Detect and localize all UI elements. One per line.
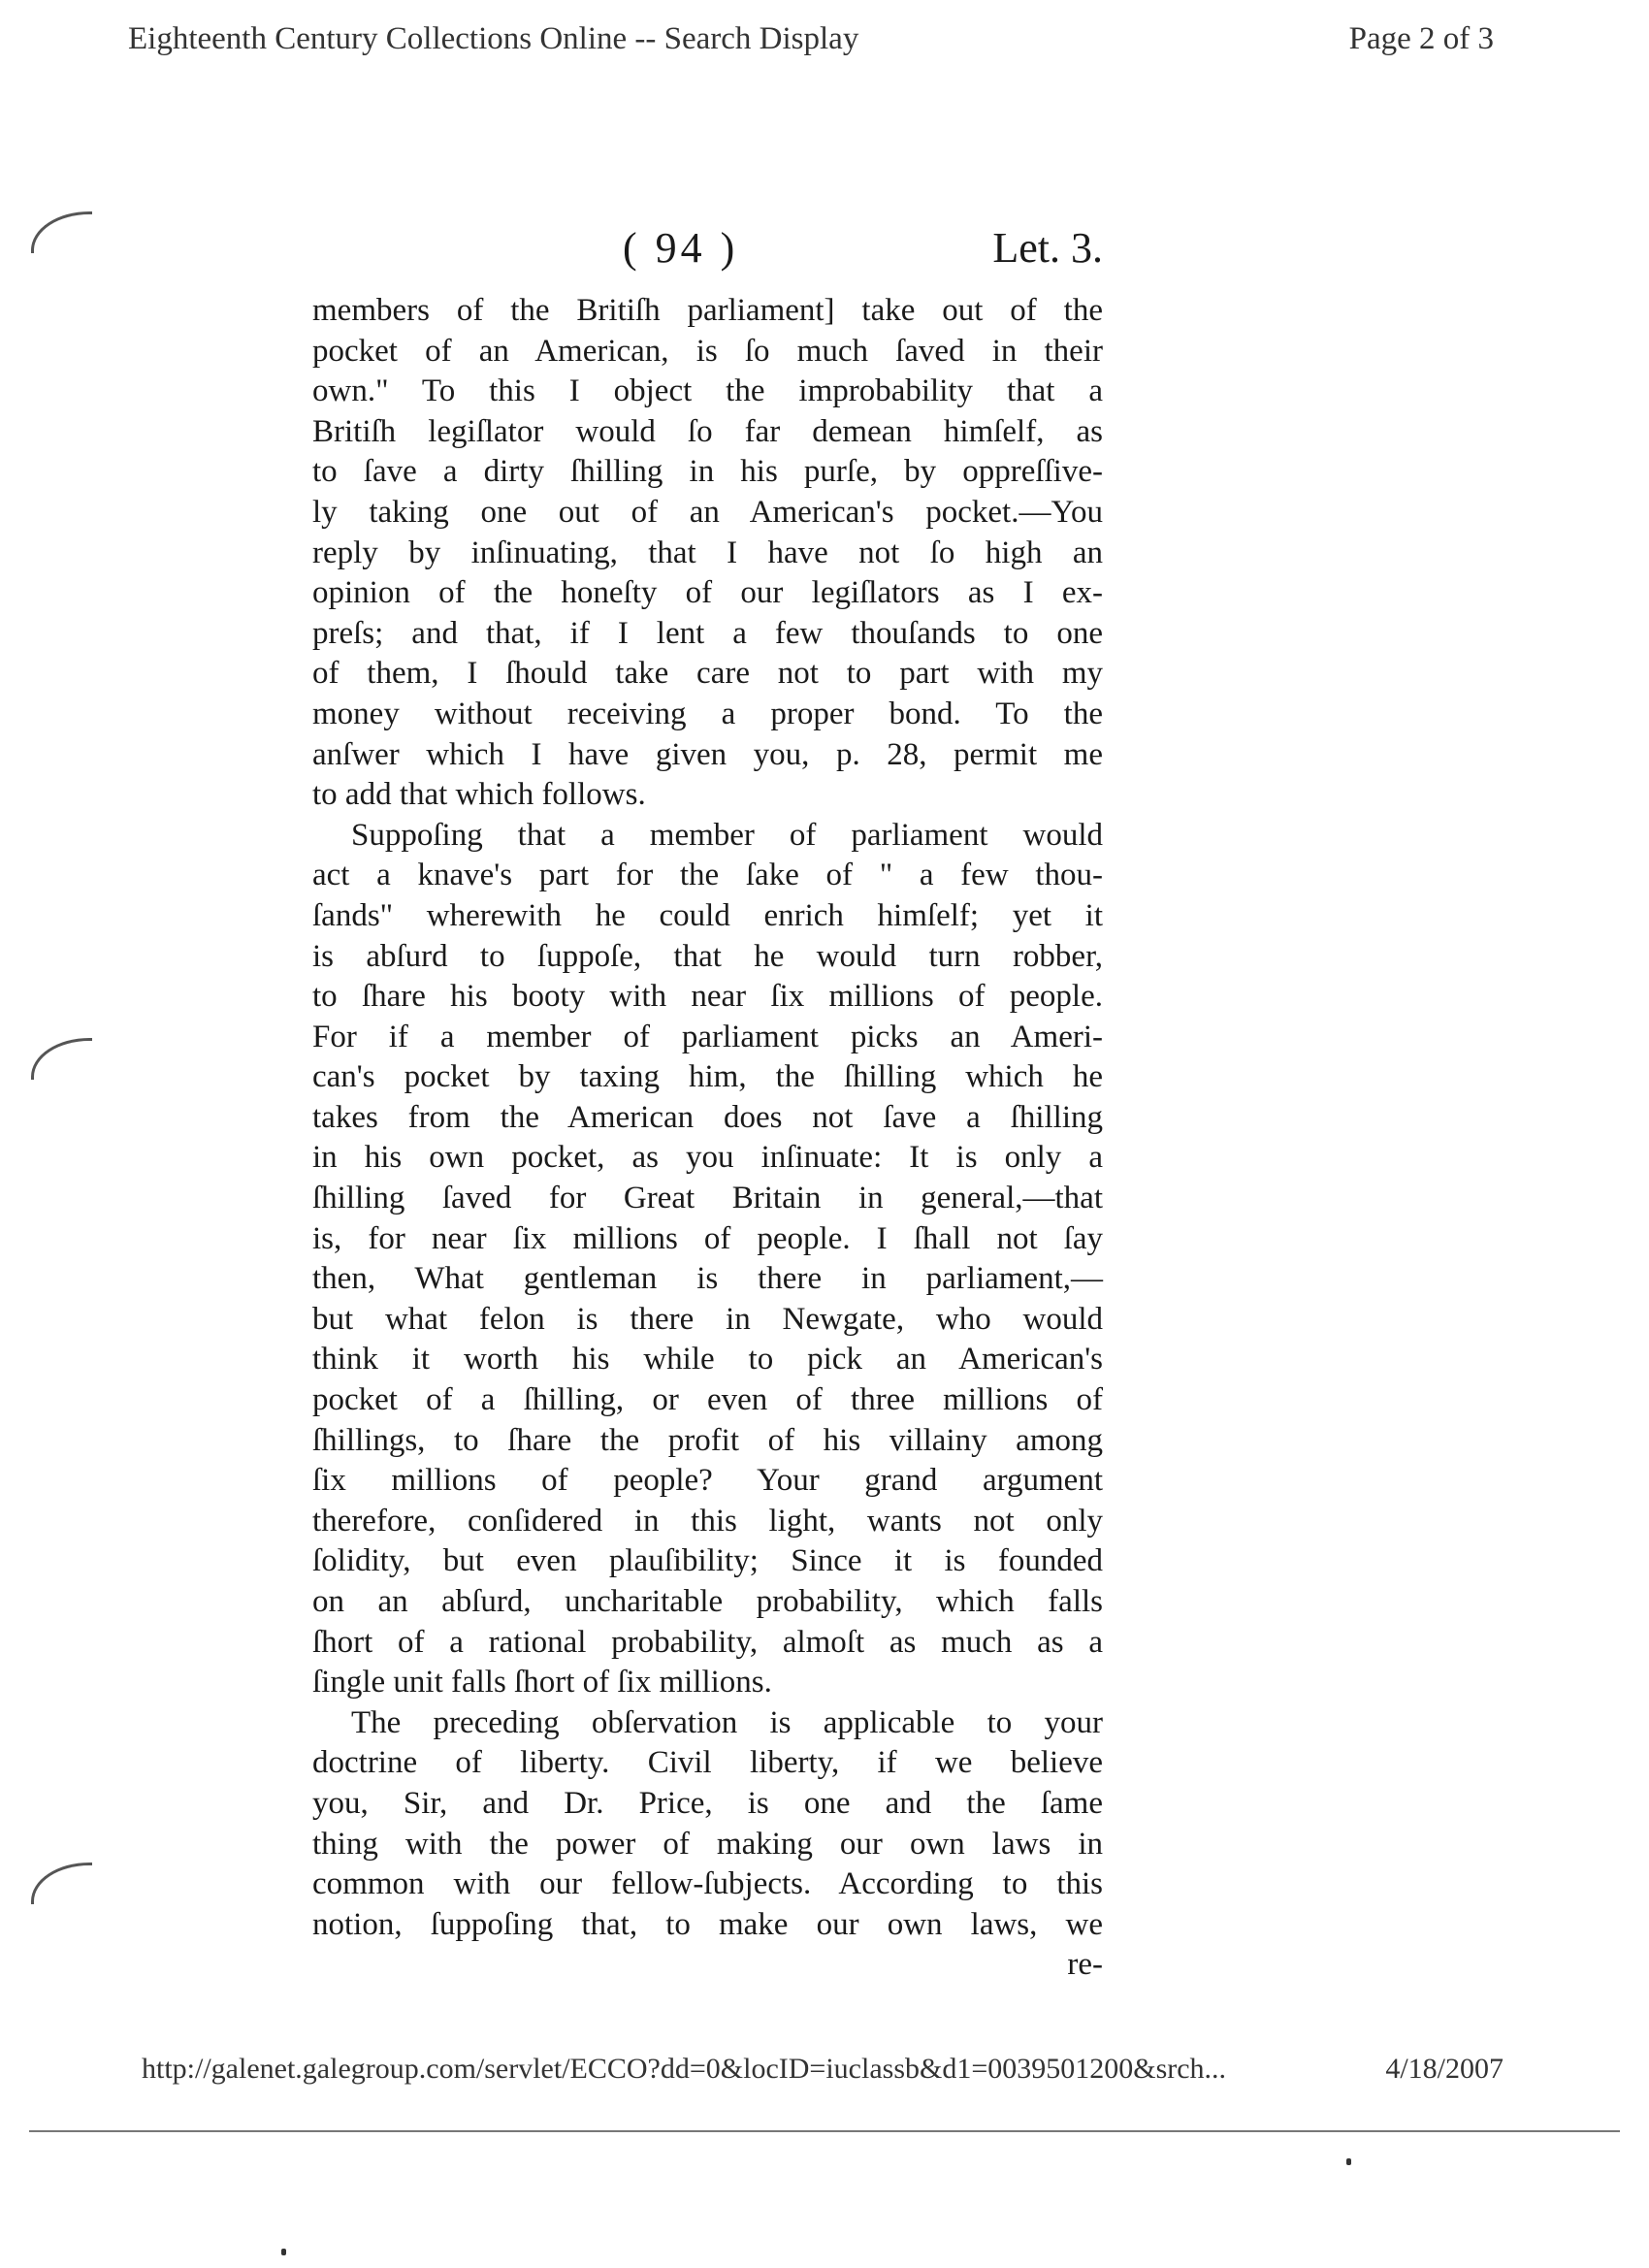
page-indicator: Page 2 of 3 [1348,21,1494,56]
print-date: 4/18/2007 [1385,2053,1504,2085]
text-line: The preceding obſervation is applicable to your [351,1704,1103,1740]
source-url: http://galenet.galegroup.com/servlet/ECCO?dd=0&locID=iuclassb&d1=0039501200&srch... [142,2053,1227,2085]
text-line: ly taking one out of an American's pocket.—You [312,494,1103,530]
text-line: but what felon is there in Newgate, who would [312,1301,1103,1337]
text-line: ſands" wherewith he could enrich himſelf; yet it [312,897,1103,933]
text-line: reply by inſinuating, that I have not ſo high an [312,535,1103,570]
running-head [312,223,1103,291]
text-line: Britiſh legiſlator would ſo far demean himſelf, as [312,413,1103,449]
text-line: ſhillings, to ſhare the profit of his villainy among [312,1422,1103,1458]
text-line: then, What gentleman is there in parliament,— [312,1261,1103,1297]
scanned-book-page [312,223,1103,1986]
text-line: ſingle unit falls ſhort of ſix millions. [312,1665,772,1701]
text-line: preſs; and that, if I lent a few thouſands to one [312,615,1103,651]
text-line: pocket of an American, is ſo much ſaved in their [312,333,1103,369]
text-line: on an abſurd, uncharitable probability, which falls [312,1584,1103,1619]
text-line: Suppoſing that a member of parliament would [351,817,1103,853]
text-line: own." To this I object the improbability that a [312,373,1103,409]
text-line: is abſurd to ſuppoſe, that he would turn robber, [312,938,1103,974]
text-line: notion, ſuppoſing that, to make our own laws, we [312,1906,1103,1942]
text-line: you, Sir, and Dr. Price, is one and the ſame [312,1785,1103,1821]
text-line: money without receiving a proper bond. To the [312,696,1103,731]
scan-speck [281,2249,286,2255]
text-line: to ſave a dirty ſhilling in his purſe, by oppreſſive- [312,454,1103,490]
text-line: doctrine of liberty. Civil liberty, if we believe [312,1745,1103,1781]
text-line: to add that which follows. [312,777,646,813]
text-line: pocket of a ſhilling, or even of three millions of [312,1382,1103,1418]
text-line: ſhilling ſaved for Great Britain in general,—that [312,1181,1103,1216]
text-line: can's pocket by taxing him, the ſhilling which he [312,1059,1103,1095]
book-page-number: ( 94 ) [623,224,739,272]
text-line: thing with the power of making our own laws in [312,1826,1103,1862]
text-line: act a knave's part for the ſake of " a few thou- [312,858,1103,893]
footer-divider [29,2130,1620,2132]
letter-reference: Let. 3. [992,224,1103,272]
text-line: ſolidity, but even plauſibility; Since it is founded [312,1543,1103,1579]
scan-speck [1346,2158,1351,2165]
text-line: is, for near ſix millions of people. I ſhall not ſay [312,1220,1103,1256]
text-line: For if a member of parliament picks an Ameri- [312,1019,1103,1054]
binder-hole-mark [31,211,92,253]
print-header [128,21,1494,70]
text-line: takes from the American does not ſave a ſhilling [312,1099,1103,1135]
text-line: members of the Britiſh parliament] take out of the [312,293,1103,328]
text-line: think it worth his while to pick an American's [312,1342,1103,1377]
text-line: anſwer which I have given you, p. 28, permit me [312,736,1103,772]
binder-hole-mark [31,1863,92,1904]
binder-hole-mark [31,1038,92,1080]
text-line: ſix millions of people? Your grand argument [312,1463,1103,1499]
text-line: ſhort of a rational probability, almoſt as much as a [312,1624,1103,1660]
text-line: of them, I ſhould take care not to part with my [312,656,1103,692]
text-line: to ſhare his booty with near ſix millions of people. [312,979,1103,1015]
page-title: Eighteenth Century Collections Online -- Search Display [128,21,859,56]
text-line: opinion of the honeſty of our legiſlators as I ex- [312,575,1103,611]
text-line: in his own pocket, as you inſinuate: It is only a [312,1140,1103,1176]
text-line: therefore, conſidered in this light, wants not only [312,1503,1103,1539]
text-line: common with our fellow-ſubjects. According to this [312,1866,1103,1902]
catchword: re- [1067,1947,1103,1983]
